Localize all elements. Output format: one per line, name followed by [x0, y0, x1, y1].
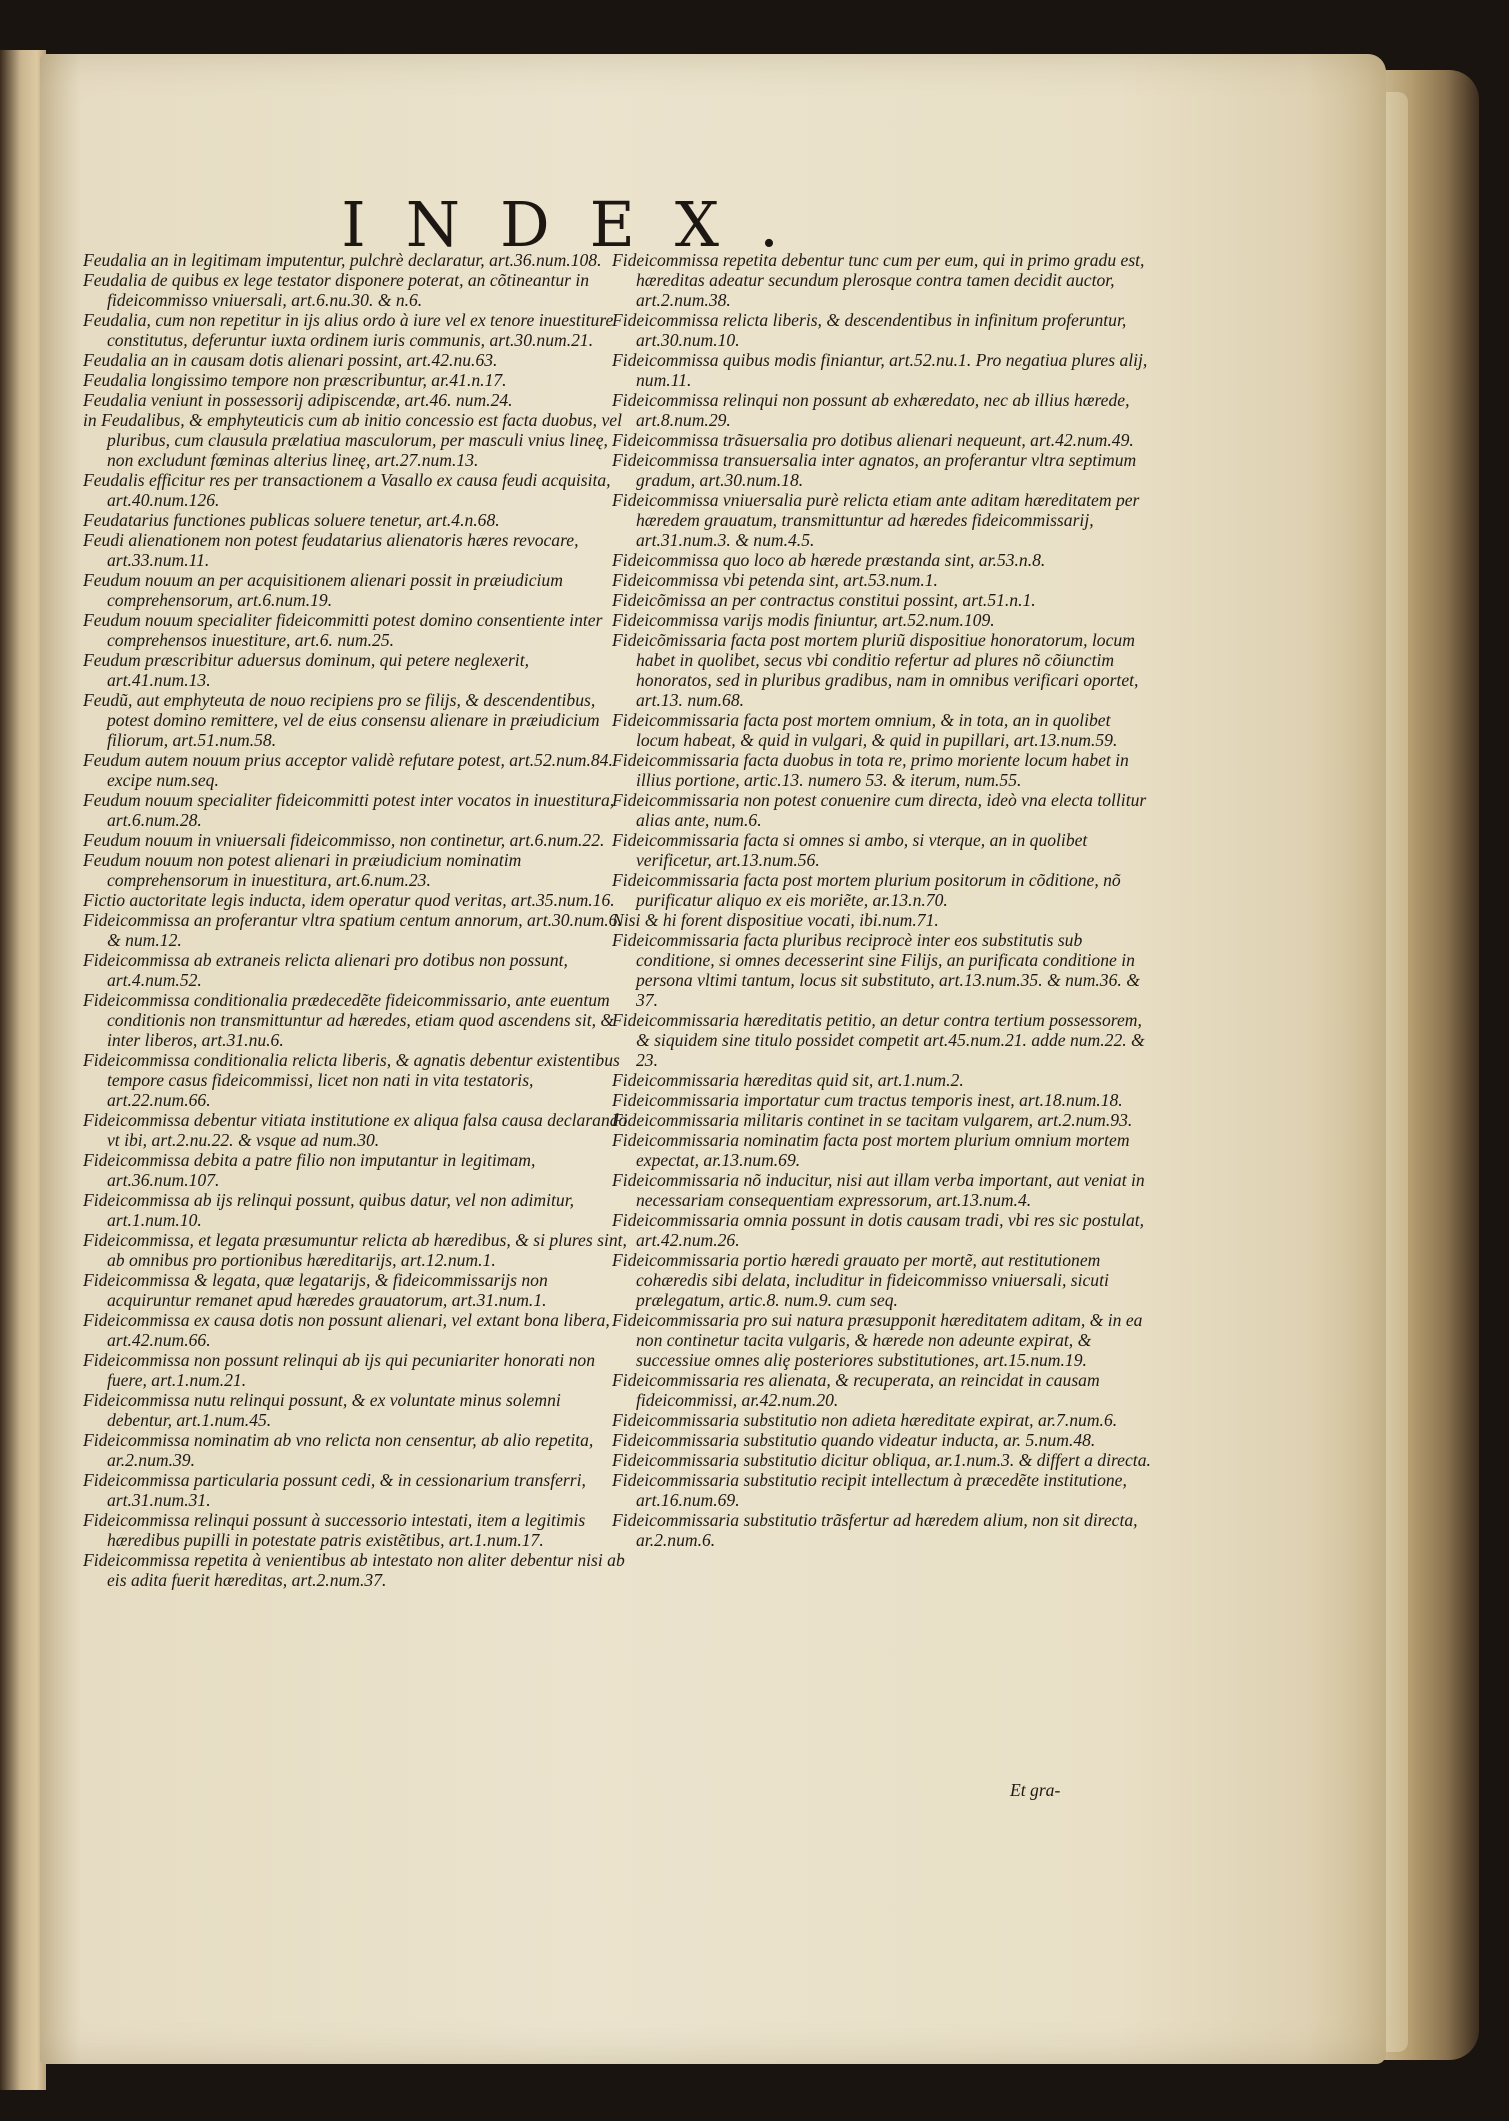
- index-entry: Fideicommissaria hæreditatis petitio, an detur contra tertium possessorem, & siquidem sine titulo possidet competit art.45.num.21. adde num.22. & 23.: [612, 1010, 1145, 1070]
- index-entry: Fideicommissa, et legata præsumuntur relicta ab hæredibus, & si plures sint, ab omnibus pro portionibus hæreditarijs, art.12.num.1.: [83, 1230, 627, 1270]
- index-entry: Fideicommissaria non potest conuenire cum directa, ideò vna electa tollitur alias ante, num.6.: [612, 790, 1147, 830]
- index-entry: Fideicommissaria facta post mortem plurium positorum in cõditione, nõ purificatur aliquo ex eis moriẽte, ar.13.n.70.: [612, 870, 1121, 910]
- index-column-right: [612, 250, 1157, 1550]
- index-entry: Fideicommissa trãsuersalia pro dotibus alienari nequeunt, art.42.num.49.: [612, 430, 1134, 450]
- index-entry: Fideicommissaria facta pluribus reciprocè inter eos substitutis sub conditione, si omnes decesserint sine Filijs, an purificata conditione in persona vltimi tantum, locus sit substituto, art.13.num.35. & num.36. & 37.: [612, 930, 1140, 1010]
- index-entry: Fideicommissaria res alienata, & recuperata, an reincidat in causam fideicommissi, ar.42.num.20.: [612, 1370, 1100, 1410]
- index-column-left: [83, 250, 628, 1590]
- index-entry: Fideicommissaria substitutio quando videatur inducta, ar. 5.num.48.: [612, 1430, 1096, 1450]
- index-entry: Feudi alienationem non potest feudatarius alienatoris hæres revocare, art.33.num.11.: [83, 530, 579, 570]
- index-entry: Feudalia longissimo tempore non præscribuntur, ar.41.n.17.: [83, 370, 507, 390]
- index-entry: Fideicommissa non possunt relinqui ab ijs qui pecuniariter honorati non fuere, art.1.num.21.: [83, 1350, 595, 1390]
- index-entry: Fideicommissa conditionalia relicta liberis, & agnatis debentur existentibus tempore casus fideicommissi, licet non nati in vita testatoris, art.22.num.66.: [83, 1050, 620, 1110]
- index-entry: Feudum nouum non potest alienari in præiudicium nominatim comprehensorum in inuestitura, art.6.num.23.: [83, 850, 522, 890]
- index-entry: Fideicommissa vbi petenda sint, art.53.num.1.: [612, 570, 938, 590]
- index-entry: Fideicommissaria pro sui natura præsupponit hæreditatem aditam, & in ea non continetur tacita vulgaris, & hærede non adeunte expirat, & successiue omnes aliȩ posteriores substitutiones, art.15.num.19.: [612, 1310, 1143, 1370]
- index-entry: Feudum nouum in vniuersali fideicommisso, non continetur, art.6.num.22.: [83, 830, 605, 850]
- index-entry: Fideicommissa repetita à venientibus ab intestato non aliter debentur nisi ab eis adita fuerit hæreditas, art.2.num.37.: [83, 1550, 625, 1590]
- index-entry: Feudalia an in legitimam imputentur, pulchrè declaratur, art.36.num.108.: [83, 250, 602, 270]
- index-entry: Feudum nouum an per acquisitionem alienari possit in præiudicium comprehensorum, art.6.num.19.: [83, 570, 563, 610]
- index-entry: Fideicommissaria nominatim facta post mortem plurium omnium mortem expectat, ar.13.num.69.: [612, 1130, 1130, 1170]
- index-entry: Feudum nouum specialiter fideicommitti potest domino consentiente inter comprehensos inuestiture, art.6. num.25.: [83, 610, 603, 650]
- index-entry: Fideicommissaria facta si omnes si ambo, si vterque, an in quolibet verificetur, art.13.num.56.: [612, 830, 1088, 870]
- index-entry: Fideicommissa nutu relinqui possunt, & ex voluntate minus solemni debentur, art.1.num.45.: [83, 1390, 561, 1430]
- index-entry: Fideicommissaria portio hæredi grauato per mortẽ, aut restitutionem cohæredis sibi delata, includitur in fideicommisso vniuersali, sicuti prælegatum, artic.8. num.9. cum seq.: [612, 1250, 1109, 1310]
- index-entry: Fictio auctoritate legis inducta, idem operatur quod veritas, art.35.num.16.: [83, 890, 615, 910]
- index-entry: Fideicommissa transuersalia inter agnatos, an proferantur vltra septimum gradum, art.30.num.18.: [612, 450, 1137, 490]
- catchword: Et gra-: [1010, 1780, 1061, 1800]
- index-entry: Fideicommissa nominatim ab vno relicta non censentur, ab alio repetita, ar.2.num.39.: [83, 1430, 594, 1470]
- index-entry: Fideicommissa ex causa dotis non possunt alienari, vel extant bona libera, art.42.num.66.: [83, 1310, 610, 1350]
- index-entry: Feudum autem nouum prius acceptor validè refutare potest, art.52.num.84. excipe num.seq.: [83, 750, 613, 790]
- index-entry: Fideicommissa ab ijs relinqui possunt, quibus datur, vel non adimitur, art.1.num.10.: [83, 1190, 574, 1230]
- index-entry: Nisi & hi forent dispositiue vocati, ibi.num.71.: [612, 910, 939, 930]
- index-entry: Fideicommissa repetita debentur tunc cum per eum, qui in primo gradu est, hæreditas adeatur secundum plerosque contra tamen decidit auctor, art.2.num.38.: [612, 250, 1145, 310]
- index-entry: Fideicommissa relinqui possunt à successorio intestati, item a legitimis hæredibus pupilli in potestate patris existẽtibus, art.1.num.17.: [83, 1510, 586, 1550]
- index-entry: Feudalia veniunt in possessorij adipiscendæ, art.46. num.24.: [83, 390, 513, 410]
- index-entry: Feudum nouum specialiter fideicommitti potest inter vocatos in inuestitura, art.6.num.28.: [83, 790, 615, 830]
- index-entry: Feudalia an in causam dotis alienari possint, art.42.nu.63.: [83, 350, 498, 370]
- index-entry: Fideicommissa relinqui non possunt ab exhæredato, nec ab illius hærede, art.8.num.29.: [612, 390, 1130, 430]
- index-entry: Fideicommissa particularia possunt cedi, & in cessionarium transferri, art.31.num.31.: [83, 1470, 586, 1510]
- index-entry: in Feudalibus, & emphyteuticis cum ab initio concessio est facta duobus, vel pluribus, cum clausula prælatiua masculorum, per masculi vnius lineę, non excludunt fœminas alterius lineę, art.27.num.13.: [83, 410, 622, 470]
- index-entry: Fideicommissa conditionalia prædecedẽte fideicommissario, ante euentum conditionis non transmittuntur ad hæredes, etiam quod ascendens sit, & inter liberos, art.31.nu.6.: [83, 990, 615, 1050]
- index-entry: Fideicommissaria importatur cum tractus temporis inest, art.18.num.18.: [612, 1090, 1123, 1110]
- index-entry: Fideicommissa varijs modis finiuntur, art.52.num.109.: [612, 610, 995, 630]
- index-entry: Fideicõmissa an per contractus constitui possint, art.51.n.1.: [612, 590, 1036, 610]
- index-entry: Fideicommissa debentur vitiata institutione ex aliqua falsa causa declarando vt ibi, art.2.nu.22. & vsque ad num.30.: [83, 1110, 628, 1150]
- index-entry: Fideicommissa an proferantur vltra spatium centum annorum, art.30.num.6. & num.12.: [83, 910, 622, 950]
- index-entry: Feudalia, cum non repetitur in ijs alius ordo à iure vel ex tenore inuestiture constitutus, deferuntur iuxta ordinem iuris communis, art.30.num.21.: [83, 310, 614, 350]
- index-entry: Fideicommissa quo loco ab hærede præstanda sint, ar.53.n.8.: [612, 550, 1046, 570]
- index-entry: Fideicommissa quibus modis finiantur, art.52.nu.1. Pro negatiua plures alij, num.11.: [612, 350, 1148, 390]
- index-entry: Fideicõmissaria facta post mortem pluriũ dispositiue honoratorum, locum habet in quolibet, secus vbi conditio refertur ad plures nõ cõiunctim honoratos, sed in pluribus gradibus, nam in omnibus verificari oportet, art.13. num.68.: [612, 630, 1139, 710]
- index-entry: Feudatarius functiones publicas soluere tenetur, art.4.n.68.: [83, 510, 500, 530]
- index-entry: Feudalis efficitur res per transactionem a Vasallo ex causa feudi acquisita, art.40.num.126.: [83, 470, 611, 510]
- index-entry: Fideicommissaria militaris continet in se tacitam vulgarem, art.2.num.93.: [612, 1110, 1133, 1130]
- index-entry: Fideicommissaria facta post mortem omnium, & in tota, an in quolibet locum habeat, & quid in vulgari, & quid in pupillari, art.13.num.59.: [612, 710, 1118, 750]
- index-entry: Fideicommissaria nõ inducitur, nisi aut illam verba important, aut veniat in necessariam consequentiam expressorum, art.13.num.4.: [612, 1170, 1145, 1210]
- index-entry: Fideicommissaria substitutio dicitur obliqua, ar.1.num.3. & differt a directa.: [612, 1450, 1151, 1470]
- index-entry: Fideicommissaria omnia possunt in dotis causam tradi, vbi res sic postulat, art.42.num.26.: [612, 1210, 1145, 1250]
- index-entry: Fideicommissa ab extraneis relicta alienari pro dotibus non possunt, art.4.num.52.: [83, 950, 568, 990]
- index-entry: Fideicommissaria facta duobus in tota re, primo moriente locum habet in illius portione, artic.13. numero 53. & iterum, num.55.: [612, 750, 1129, 790]
- index-entry: Fideicommissa & legata, quæ legatarijs, & fideicommissarijs non acquiruntur remanet apud hæredes grauatorum, art.31.num.1.: [83, 1270, 548, 1310]
- index-entry: Fideicommissa debita a patre filio non imputantur in legitimam, art.36.num.107.: [83, 1150, 536, 1190]
- index-entry: Fideicommissaria substitutio trãsfertur ad hæredem alium, non sit directa, ar.2.num.6.: [612, 1510, 1138, 1550]
- page-title: INDEX.: [341, 188, 819, 261]
- index-entry: Feudum præscribitur aduersus dominum, qui petere neglexerit, art.41.num.13.: [83, 650, 529, 690]
- index-entry: Fideicommissaria substitutio non adieta hæreditate expirat, ar.7.num.6.: [612, 1410, 1118, 1430]
- index-entry: Feudũ, aut emphyteuta de nouo recipiens pro se filijs, & descendentibus, potest domino remittere, vel de eius consensu alienare in præiudicium filiorum, art.51.num.58.: [83, 690, 600, 750]
- index-entry: Fideicommissa vniuersalia purè relicta etiam ante aditam hæreditatem per hæredem grauatum, transmittuntur ad hæredes fideicommissarij, art.31.num.3. & num.4.5.: [612, 490, 1140, 550]
- index-entry: Feudalia de quibus ex lege testator disponere poterat, an cõtineantur in fideicommisso vniuersali, art.6.nu.30. & n.6.: [83, 270, 590, 310]
- index-entry: Fideicommissaria hæreditas quid sit, art.1.num.2.: [612, 1070, 964, 1090]
- index-entry: Fideicommissaria substitutio recipit intellectum à præcedẽte institutione, art.16.num.69.: [612, 1470, 1127, 1510]
- index-entry: Fideicommissa relicta liberis, & descendentibus in infinitum proferuntur, art.30.num.10.: [612, 310, 1127, 350]
